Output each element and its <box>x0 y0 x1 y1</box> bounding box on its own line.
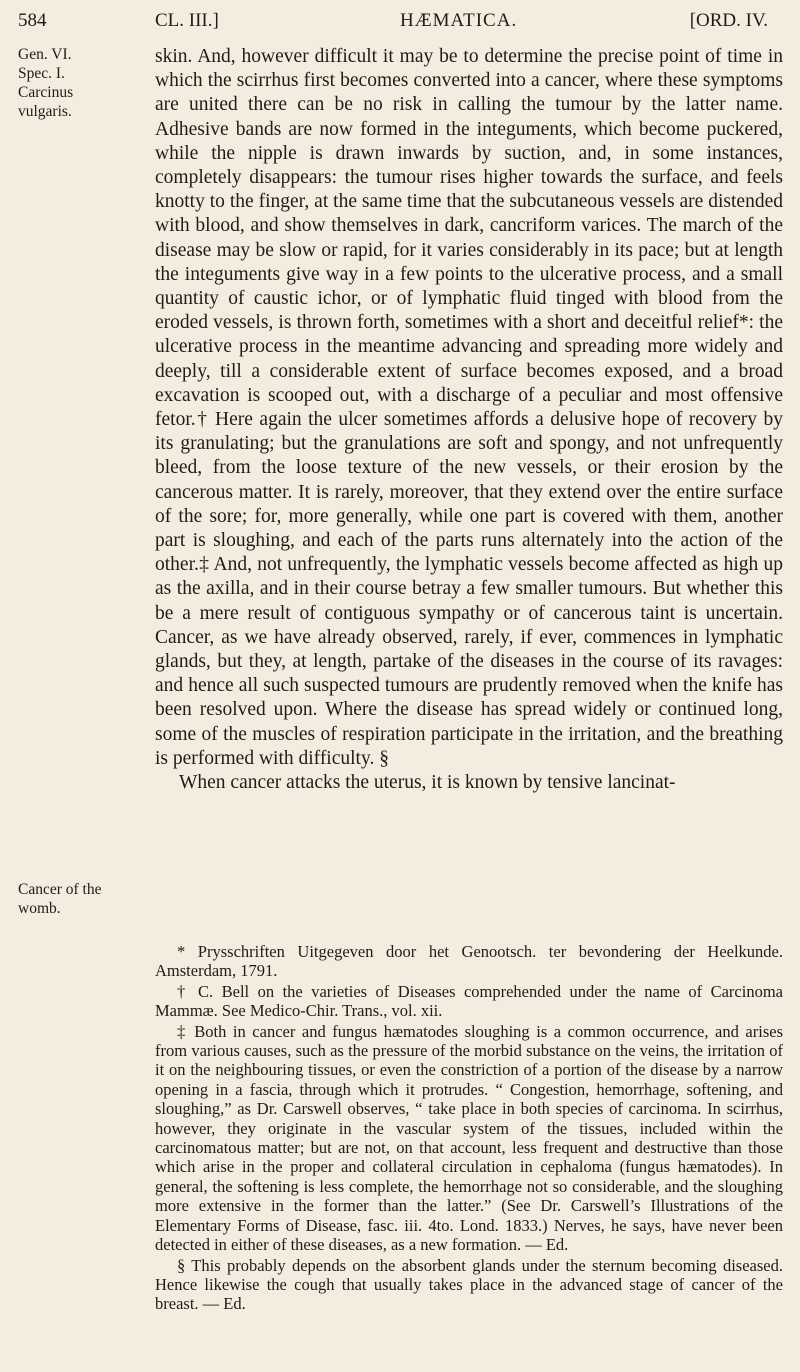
margin-cancer-line-2: womb. <box>18 900 61 917</box>
running-title: HÆMATICA. <box>400 10 518 31</box>
running-header <box>0 10 800 40</box>
footnote-section: § This probably depends on the absorbent glands under the sternum becoming diseased. Hence likewise the cough that usually takes place in the advanced stage of cancer of the breast. — Ed. <box>155 1255 783 1314</box>
margin-note-cancer-womb <box>18 880 138 918</box>
footnote-star: * Prysschriften Uitgegeven door het Genootsch. ter bevondering der Heelkunde. Amsterdam, 1791. <box>155 942 783 981</box>
margin-cancer-line-1: Cancer of the <box>18 881 102 898</box>
main-paragraph: skin. And, however difficult it may be to determine the precise point of time in which the scirrhus first becomes converted into a cancer, where these symptoms are united there can be no risk in calling the tumour by the latter name. Adhesive bands are now formed in the integuments, which become puckered, while the nipple is drawn inwards by suction, and, in some instances, completely disappears: the tumour rises higher towards the surface, and feels knotty to the finger, at the same time that the subcutaneous vessels are distended with blood, and show themselves in dark, cancriform varices. The march of the disease may be slow or rapid, for it varies considerably in its pace; but at length the integuments give way in a few points to the ulcerative process, and a small quantity of caustic ichor, or of lymphatic fluid tinged with blood from the eroded vessels, is thrown forth, sometimes with a short and deceitful relief*: the ulcerative process in the meantime advancing and spreading more widely and deeply, till a considerable extent of surface becomes exposed, and a broad excavation is scooped out, with a discharge of a peculiar and most offensive fetor.† Here again the ulcer sometimes affords a delusive hope of recovery by its granulating; but the granulations are soft and spongy, and not unfrequently bleed, from the loose texture of the new vessels, or their erosion by the cancerous matter. It is rarely, moreover, that they extend over the entire surface of the sore; for, more generally, while one part is covered with them, another part is sloughing, and each of the parts runs alternately into the action of the other.‡ And, not unfrequently, the lymphatic vessels become affected as high up as the axilla, and in their course betray a few smaller tumours. But whether this be a mere result of contiguous sympathy or of cancerous taint is uncertain. Cancer, as we have already observed, rarely, if ever, commences in lymphatic glands, but they, at length, partake of the diseases in the course of its ravages: and hence all such suspected tumours are prudently removed when the knife has been resolved upon. Where the disease has spread widely or continued long, some of the muscles of respiration participate in the irritation, and the breathing is performed with difficulty. § <box>155 46 783 769</box>
order-label: [ORD. IV. <box>689 10 768 31</box>
genus-label: Gen. VI. <box>18 46 72 63</box>
page-number: 584 <box>18 10 47 31</box>
species-name-line-1: Carcinus <box>18 84 74 101</box>
footnote-dagger: † C. Bell on the varieties of Diseases comprehended under the name of Carcinoma Mammæ. See Medico-Chir. Trans., vol. xii. <box>155 981 783 1021</box>
footnotes <box>155 942 783 1315</box>
margin-note-genus <box>18 45 138 121</box>
main-text <box>155 45 783 795</box>
uterus-paragraph: When cancer attacks the uterus, it is known by tensive lancinat- <box>179 772 676 794</box>
species-name-line-2: vulgaris. <box>18 103 72 120</box>
class-label: CL. III.] <box>155 10 219 31</box>
footnote-double-dagger: ‡ Both in cancer and fungus hæmatodes sloughing is a common occurrence, and arises from various causes, such as the pressure of the morbid substance on the veins, the irritation of it on the neighbouring tissues, or even the constriction of a portion of the disease by a narrow opening in a fascia, through which it protrudes. “ Congestion, hemorrhage, softening, and sloughing,” as Dr. Carswell observes, “ take place in both species of carcinoma. In scirrhus, however, they originate in the vascular system of the tissues, included within the carcinomatous matter; but are not, on that account, less frequent and destructive than those which arise in the proper and collateral circulation in cephaloma (fungus hæmatodes). In general, the softening is less complete, the hemorrhage not so considerable, and the sloughing more extensive in the former than the latter.” (See Dr. Carswell’s Illustrations of the Elementary Forms of Disease, fasc. iii. 4to. Lond. 1833.) Nerves, he says, have never been detected in either of these diseases, as a new formation. — Ed. <box>155 1021 783 1255</box>
species-number: Spec. I. <box>18 65 65 82</box>
